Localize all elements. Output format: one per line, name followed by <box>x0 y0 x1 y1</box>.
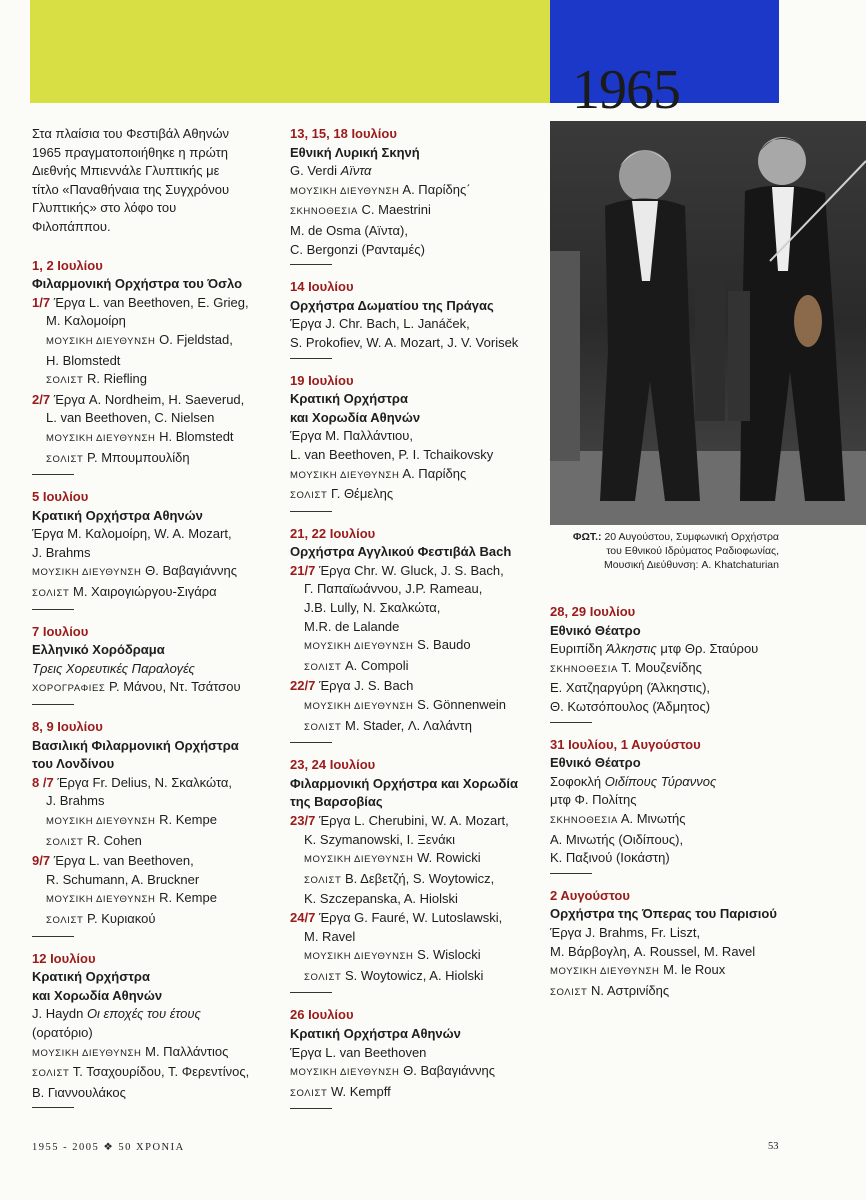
footer-text: 1955 - 2005 ❖ 50 ΧΡΟΝΙΑ <box>32 1142 185 1153</box>
soloist-cont: Β. Γιαννουλάκος <box>32 1084 126 1100</box>
composer: G. Verdi <box>290 163 337 179</box>
works: Έργα J. Chr. Bach, L. Janáček, <box>290 316 470 332</box>
label-soloist: ΣΟΛΙΣΤ <box>32 1068 70 1080</box>
conductor: M. le Roux <box>663 962 726 978</box>
separator <box>290 1108 332 1109</box>
work-title: Aïντα <box>340 163 372 179</box>
label-conductor: ΜΟΥΣΙΚΗ ΔΙΕΥΘΥΝΣΗ <box>32 567 142 579</box>
cast: M. de Osma (Aïντα), <box>290 222 408 238</box>
soloist: A. Compoli <box>344 657 409 673</box>
works-cont: M.R. de Lalande <box>304 618 400 634</box>
works-cont: L. van Beethoven, P. I. Tchaikovsky <box>290 446 494 462</box>
label-conductor: ΜΟΥΣΙΚΗ ΔΙΕΥΘΥΝΣΗ <box>290 469 400 481</box>
event-date: 14 Ιουλίου <box>290 279 354 295</box>
conductor: S. Wislocki <box>417 947 481 963</box>
event-organization: Ορχήστρα Δωματίου της Πράγας <box>290 297 494 313</box>
caption-line: του Εθνικού Ιδρύματος Ραδιοφωνίας, <box>606 545 779 557</box>
event-royal-philharmonic <box>32 718 270 937</box>
conductor: Θ. Βαβαγιάννης <box>403 1063 496 1079</box>
event-date: 26 Ιουλίου <box>290 1007 354 1023</box>
event-organization: Φιλαρμονική Ορχήστρα του Όσλο <box>32 276 243 292</box>
label-soloist: ΣΟΛΙΣΤ <box>46 375 84 387</box>
event-date: 28, 29 Ιουλίου <box>550 604 636 619</box>
event-paris-opera <box>550 887 790 1003</box>
separator <box>32 704 74 705</box>
event-organization: Βασιλική Φιλαρμονική Ορχήστρα <box>32 737 239 753</box>
works: Έργα L. Cherubini, W. A. Mozart, <box>318 813 509 828</box>
sub-date: 22/7 <box>290 678 316 694</box>
event-organization-cont: του Λονδίνου <box>32 756 115 772</box>
composer: Σοφοκλή <box>550 773 602 789</box>
event-date: 7 Ιουλίου <box>32 623 89 639</box>
separator <box>32 1107 74 1108</box>
event-date: 2 Αυγούστου <box>550 887 630 903</box>
event-state-orchestra-26 <box>290 1006 535 1109</box>
works-cont: S. Prokofiev, W. A. Mozart, J. V. Vorisek <box>290 334 519 350</box>
translator: μτφ Φ. Πολίτης <box>550 792 637 808</box>
work-title: Οι εποχές του έτους <box>86 1006 201 1022</box>
works-cont: M. Καλομοίρη <box>46 313 126 329</box>
soloist-cont: K. Szczepanska, A. Hiolski <box>304 891 458 907</box>
event-english-bach <box>290 525 535 744</box>
photo-curtain <box>550 251 580 461</box>
cast-cont: Κ. Παξινού (Ιοκάστη) <box>550 850 670 866</box>
soloist: Τ. Τσαχουρίδου, Τ. Φερεντίνος, <box>72 1064 250 1080</box>
conductor: S. Gönnenwein <box>417 697 507 713</box>
sub-date: 2/7 <box>32 391 51 407</box>
event-aida <box>290 125 535 265</box>
conductor: H. Blomstedt <box>159 428 234 444</box>
label-conductor: ΜΟΥΣΙΚΗ ΔΙΕΥΘΥΝΣΗ <box>304 951 414 963</box>
composer: J. Haydn <box>32 1006 84 1022</box>
event-organization: Εθνικό Θέατρο <box>550 755 641 771</box>
label-soloist: ΣΟΛΙΣΤ <box>304 661 342 673</box>
event-date: 12 Ιουλίου <box>32 950 96 966</box>
label-soloist: ΣΟΛΙΣΤ <box>290 1087 328 1099</box>
label-conductor: ΜΟΥΣΙΚΗ ΔΙΕΥΘΥΝΣΗ <box>32 1047 142 1059</box>
label-conductor: ΜΟΥΣΙΚΗ ΔΙΕΥΘΥΝΣΗ <box>290 185 400 197</box>
director: Τ. Μουζενίδης <box>621 659 702 675</box>
label-soloist: ΣΟΛΙΣΤ <box>304 874 342 886</box>
column-2 <box>290 125 535 1122</box>
works-cont: J.B. Lully, Ν. Σκαλκώτα, <box>304 600 441 616</box>
director: Α. Μινωτής <box>620 810 686 826</box>
header-band-yellow <box>30 0 550 103</box>
event-date: 5 Ιουλίου <box>32 489 89 505</box>
conductor-cont: H. Blomstedt <box>46 352 121 368</box>
sub-date: 24/7 <box>290 909 316 925</box>
cast: Ε. Χατζηαργύρη (Άλκηστις), <box>550 680 711 696</box>
event-haydn-seasons <box>32 950 270 1109</box>
event-organization: Ορχήστρα Αγγλικού Φεστιβάλ Bach <box>290 544 512 560</box>
year-heading: 1965 <box>572 59 680 121</box>
works-cont: (ορατόριο) <box>32 1024 93 1040</box>
works-cont: J. Brahms <box>46 793 105 809</box>
event-date: 23, 24 Ιουλίου <box>290 757 376 773</box>
choreographers: Ρ. Μάνου, Ντ. Τσάτσου <box>109 679 241 695</box>
event-organization-cont: της Βαρσοβίας <box>290 794 383 810</box>
separator <box>290 742 332 743</box>
conductor: Α. Παρίδης <box>402 465 467 481</box>
separator <box>290 992 332 993</box>
event-choreodrama <box>32 623 270 705</box>
soloist: Ν. Αστρινίδης <box>590 982 670 998</box>
composer: Ευριπίδη <box>550 641 603 657</box>
works: Έργα Μ. Παλλάντιου, <box>290 428 413 444</box>
soloist: M. Stader, Λ. Λαλάντη <box>344 717 472 733</box>
label-conductor: ΜΟΥΣΙΚΗ ΔΙΕΥΘΥΝΣΗ <box>304 854 414 866</box>
sub-date: 8 /7 <box>32 774 54 790</box>
label-soloist: ΣΟΛΙΣΤ <box>290 490 328 502</box>
soloist: Ρ. Κυριακού <box>86 910 156 926</box>
label-conductor: ΜΟΥΣΙΚΗ ΔΙΕΥΘΥΝΣΗ <box>46 894 156 906</box>
caption-prefix: ΦΩΤ.: <box>572 531 602 543</box>
event-state-orchestra-19 <box>290 372 535 512</box>
conductor: O. Fjeldstad, <box>159 331 233 347</box>
label-conductor: ΜΟΥΣΙΚΗ ΔΙΕΥΘΥΝΣΗ <box>304 701 414 713</box>
label-choreography: ΧΟΡΟΓΡΑΦΙΕΣ <box>32 683 106 695</box>
event-organization: Κρατική Ορχήστρα Αθηνών <box>290 1025 461 1041</box>
conductor: Α. Παρίδης΄ <box>402 181 471 197</box>
separator <box>550 873 592 874</box>
label-direction: ΣΚΗΝΟΘΕΣΙΑ <box>550 663 618 675</box>
intro-line: 1965 πραγματοποιήθηκε η πρώτη <box>32 144 228 160</box>
conductor: Μ. Παλλάντιος <box>145 1043 229 1059</box>
conductor: R. Kempe <box>159 812 217 827</box>
works-cont: Γ. Παπαϊωάννου, J.P. Rameau, <box>304 581 483 597</box>
soloist: Β. Δεβετζή, S. Woytowicz, <box>344 870 495 886</box>
label-conductor: ΜΟΥΣΙΚΗ ΔΙΕΥΘΥΝΣΗ <box>46 816 156 827</box>
works-cont: J. Brahms <box>32 544 91 560</box>
soloist: R. Cohen <box>86 832 142 848</box>
separator <box>290 511 332 512</box>
label-direction: ΣΚΗΝΟΘΕΣΙΑ <box>550 814 618 826</box>
event-organization: Εθνικό Θέατρο <box>550 622 641 638</box>
label-soloist: ΣΟΛΙΣΤ <box>46 914 84 926</box>
cast: Α. Μινωτής (Οιδίπους), <box>550 831 684 847</box>
background-figure <box>728 291 750 421</box>
intro-line: τίτλο «Παναθήναια της Συγχρόνου <box>32 181 230 197</box>
conductor: Θ. Βαβαγιάννης <box>145 563 238 579</box>
intro-line: Διεθνής Μπιεννάλε Γλυπτικής με <box>32 163 220 179</box>
event-date: 21, 22 Ιουλίου <box>290 525 376 541</box>
label-soloist: ΣΟΛΙΣΤ <box>46 453 84 465</box>
works: Έργα Fr. Delius, Ν. Σκαλκώτα, <box>57 774 233 790</box>
works: Έργα L. van Beethoven <box>290 1044 427 1060</box>
label-direction: ΣΚΗΝΟΘΕΣΙΑ <box>290 206 358 218</box>
concert-photo <box>550 121 866 525</box>
works: Έργα G. Fauré, W. Lutoslawski, <box>318 909 503 925</box>
soloist: W. Kempff <box>330 1083 391 1099</box>
sub-date: 21/7 <box>290 562 316 578</box>
work-title: Οιδίπους Τύραννος <box>604 773 717 789</box>
separator <box>32 936 74 937</box>
separator <box>550 722 592 723</box>
event-date: 8, 9 Ιουλίου <box>32 719 103 735</box>
intro-line: Φιλοπάππου. <box>32 218 111 234</box>
label-soloist: ΣΟΛΙΣΤ <box>32 588 70 600</box>
separator <box>32 609 74 610</box>
label-soloist: ΣΟΛΙΣΤ <box>46 836 84 848</box>
label-soloist: ΣΟΛΙΣΤ <box>550 986 588 998</box>
director: C. Maestrini <box>361 202 431 218</box>
page-number: 53 <box>768 1141 779 1152</box>
event-state-orchestra-5 <box>32 488 270 610</box>
event-date: 1, 2 Ιουλίου <box>32 257 103 273</box>
soloist: R. Riefling <box>86 371 147 387</box>
conductor: R. Kempe <box>159 890 217 906</box>
conductor-head <box>619 150 671 202</box>
work-title: Άλκηστις <box>606 641 657 657</box>
works: Έργα L. van Beethoven, E. Grieg, <box>53 294 249 310</box>
event-organization: Ορχήστρα της Όπερας του Παρισιού <box>550 906 777 922</box>
soloist: S. Woytowicz, A. Hiolski <box>344 967 484 983</box>
event-organization: Κρατική Ορχήστρα <box>32 969 150 985</box>
label-conductor: ΜΟΥΣΙΚΗ ΔΙΕΥΘΥΝΣΗ <box>550 966 660 978</box>
event-oedipus <box>550 736 790 874</box>
sub-date: 23/7 <box>290 813 316 828</box>
event-organization: Φιλαρμονική Ορχήστρα και Χορωδία <box>290 775 519 791</box>
work-title: Τρεις Χορευτικές Παραλογές <box>32 660 195 676</box>
event-date: 19 Ιουλίου <box>290 372 354 388</box>
violin <box>794 295 822 347</box>
separator <box>32 474 74 475</box>
event-organization-cont: και Χορωδία Αθηνών <box>290 409 421 425</box>
sub-date: 9/7 <box>32 853 51 869</box>
works-cont: L. van Beethoven, C. Nielsen <box>46 410 215 426</box>
works-cont: K. Szymanowski, Ι. Ξενάκι <box>304 831 456 847</box>
violinist-head <box>758 137 806 185</box>
intro-line: Γλυπτικής» στο λόφο του <box>32 200 177 216</box>
cast-cont: Θ. Κωτσόπουλος (Άδμητος) <box>550 698 711 714</box>
event-oslo <box>32 257 270 476</box>
conductor: W. Rowicki <box>417 850 481 866</box>
separator <box>290 264 332 265</box>
soloist: Μ. Χαιρογιώργου-Σιγάρα <box>72 584 217 600</box>
works: Έργα J. Brahms, Fr. Liszt, <box>550 924 701 940</box>
event-alcestis <box>550 603 790 723</box>
label-conductor: ΜΟΥΣΙΚΗ ΔΙΕΥΘΥΝΣΗ <box>304 641 414 653</box>
event-organization: Εθνική Λυρική Σκηνή <box>290 144 420 160</box>
sub-date: 1/7 <box>32 294 51 310</box>
intro-line: Στα πλαίσια του Φεστιβάλ Αθηνών <box>32 126 229 141</box>
soloist: Γ. Θέμελης <box>330 486 394 502</box>
label-soloist: ΣΟΛΙΣΤ <box>304 721 342 733</box>
works-cont: Μ. Βάρβογλη, A. Roussel, M. Ravel <box>550 943 756 959</box>
works: Έργα J. S. Bach <box>318 678 414 694</box>
background-figure <box>695 271 725 421</box>
caption-line: Μουσική Διεύθυνση: A. Khatchaturian <box>604 559 779 571</box>
label-conductor: ΜΟΥΣΙΚΗ ΔΙΕΥΘΥΝΣΗ <box>46 335 156 347</box>
label-conductor: ΜΟΥΣΙΚΗ ΔΙΕΥΘΥΝΣΗ <box>46 432 156 444</box>
conductor: S. Baudo <box>417 637 471 653</box>
works-cont: R. Schumann, A. Bruckner <box>46 871 200 887</box>
intro-paragraph <box>32 125 270 237</box>
works-cont: M. Ravel <box>304 928 356 944</box>
separator <box>290 358 332 359</box>
label-conductor: ΜΟΥΣΙΚΗ ΔΙΕΥΘΥΝΣΗ <box>290 1067 400 1079</box>
event-warsaw-philharmonic <box>290 756 535 993</box>
event-prague-chamber <box>290 278 535 358</box>
event-organization: Ελληνικό Χορόδραμα <box>32 642 165 658</box>
photo-caption <box>550 530 779 572</box>
caption-line: 20 Αυγούστου, Συμφωνική Ορχήστρα <box>601 531 779 543</box>
event-organization-cont: και Χορωδία Αθηνών <box>32 987 163 1003</box>
event-date: 31 Ιουλίου, 1 Αυγούστου <box>550 736 701 752</box>
works: Έργα A. Nordheim, H. Saeverud, <box>53 391 245 407</box>
label-soloist: ΣΟΛΙΣΤ <box>304 971 342 983</box>
works: Έργα M. Καλομοίρη, W. A. Mozart, <box>32 526 232 542</box>
column-3 <box>550 603 790 1002</box>
soloist: Ρ. Μπουμπουλίδη <box>86 449 190 465</box>
cast-cont: C. Bergonzi (Ρανταμές) <box>290 241 425 257</box>
event-date: 13, 15, 18 Ιουλίου <box>290 126 397 141</box>
column-1 <box>32 125 270 1121</box>
works: Έργα Chr. W. Gluck, J. S. Bach, <box>318 562 504 578</box>
event-organization: Κρατική Ορχήστρα <box>290 391 408 407</box>
event-organization: Κρατική Ορχήστρα Αθηνών <box>32 507 203 523</box>
works: Έργα L. van Beethoven, <box>53 853 194 869</box>
translator: μτφ Θρ. Σταύρου <box>660 641 759 657</box>
